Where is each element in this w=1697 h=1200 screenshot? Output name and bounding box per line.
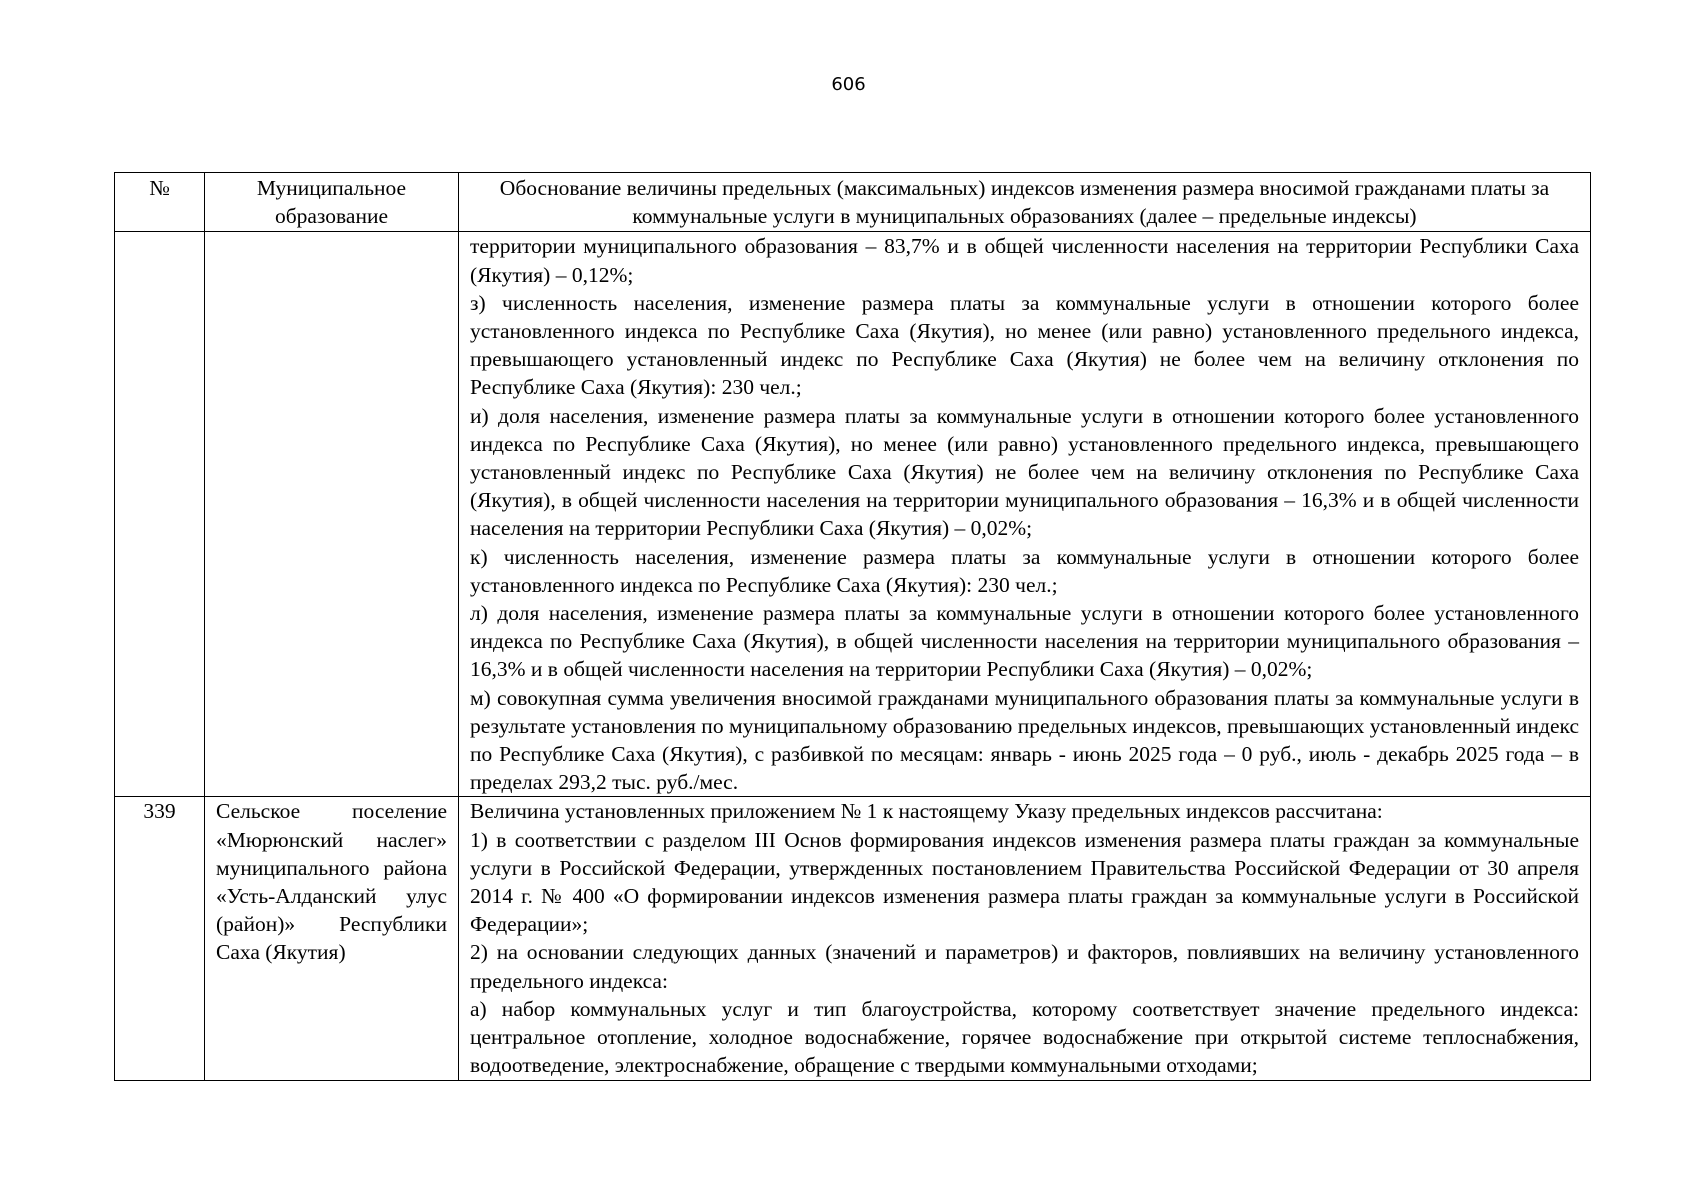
row-number	[115, 232, 205, 797]
header-num: №	[115, 173, 205, 232]
paragraph: Величина установленных приложением № 1 к настоящему Указу предельных индексов рассчитана:	[470, 799, 1383, 824]
paragraph: 1) в соответствии с разделом III Основ формирования индексов изменения размера платы граждан за коммунальные услуги в Российской Федерации, утвержденных постановлением Правительства Российской Федерации от 30 апреля 2014 г. № 400 «О формировании индексов изменения размера платы граждан за коммунальные услуги в Российской Федерации»;	[470, 827, 1579, 937]
paragraph: и) доля населения, изменение размера платы за коммунальные услуги в отношении которого более установленного индекса по Республике Саха (Якутия), но менее (или равно) установленного предельного индекса, превышающего установленный индекс по Республике Саха (Якутия) не более чем на величину отклонения по Республике Саха (Якутия), в общей численности населения на территории муниципального образования – 16,3% и в общей численности населения на территории Республики Саха (Якутия) – 0,02%;	[470, 403, 1579, 541]
row-justification	[459, 797, 1591, 1080]
row-number: 339	[115, 797, 205, 1080]
table-header-row	[115, 173, 1591, 232]
table-row	[115, 797, 1591, 1080]
paragraph: л) доля населения, изменение размера платы за коммунальные услуги в отношении которого более установленного индекса по Республике Саха (Якутия), в общей численности населения на территории муниципального образования – 16,3% и в общей численности населения на территории Республики Саха (Якутия) – 0,02%;	[470, 601, 1579, 682]
header-municipality: Муниципальное образование	[205, 173, 459, 232]
page-number: 606	[831, 74, 866, 95]
paragraph: м) совокупная сумма увеличения вносимой гражданами муниципального образования платы за коммунальные услуги в результате установления по муниципальному образованию предельных индексов, превышающих установленный индекс по Республике Саха (Якутия), с разбивкой по месяцам: январь - июнь 2025 года – 0 руб., июль - декабрь 2025 года – в пределах 293,2 тыс. руб./мес.	[470, 685, 1579, 795]
row-municipality	[205, 232, 459, 797]
table-row	[115, 232, 1591, 797]
row-justification	[459, 232, 1591, 797]
paragraph: а) набор коммунальных услуг и тип благоустройства, которому соответствует значение предельного индекса: центральное отопление, холодное водоснабжение, горячее водоснабжение при открытой системе теплоснабжения, водоотведение, электроснабжение, обращение с твердыми коммунальными отходами;	[470, 996, 1579, 1078]
justification-table	[114, 172, 1591, 1081]
header-justification: Обоснование величины предельных (максимальных) индексов изменения размера вносимой гражданами платы за коммунальные услуги в муниципальных образованиях (далее – предельные индексы)	[459, 173, 1591, 232]
paragraph: з) численность населения, изменение размера платы за коммунальные услуги в отношении которого более установленного индекса по Республике Саха (Якутия), но менее (или равно) установленного предельного индекса, превышающего установленный индекс по Республике Саха (Якутия) не более чем на величину отклонения по Республике Саха (Якутия): 230 чел.;	[470, 290, 1579, 400]
row-municipality: Сельское поселение «Мюрюнский наслег» муниципального района «Усть-Алданский улус (район)» Республики Саха (Якутия)	[205, 797, 459, 1080]
paragraph: к) численность населения, изменение размера платы за коммунальные услуги в отношении которого более установленного индекса по Республике Саха (Якутия): 230 чел.;	[470, 544, 1579, 597]
paragraph: 2) на основании следующих данных (значений и параметров) и факторов, повлиявших на величину установленного предельного индекса:	[470, 940, 1579, 993]
paragraph: территории муниципального образования – 83,7% и в общей численности населения на территории Республики Саха (Якутия) – 0,12%;	[470, 234, 1579, 287]
